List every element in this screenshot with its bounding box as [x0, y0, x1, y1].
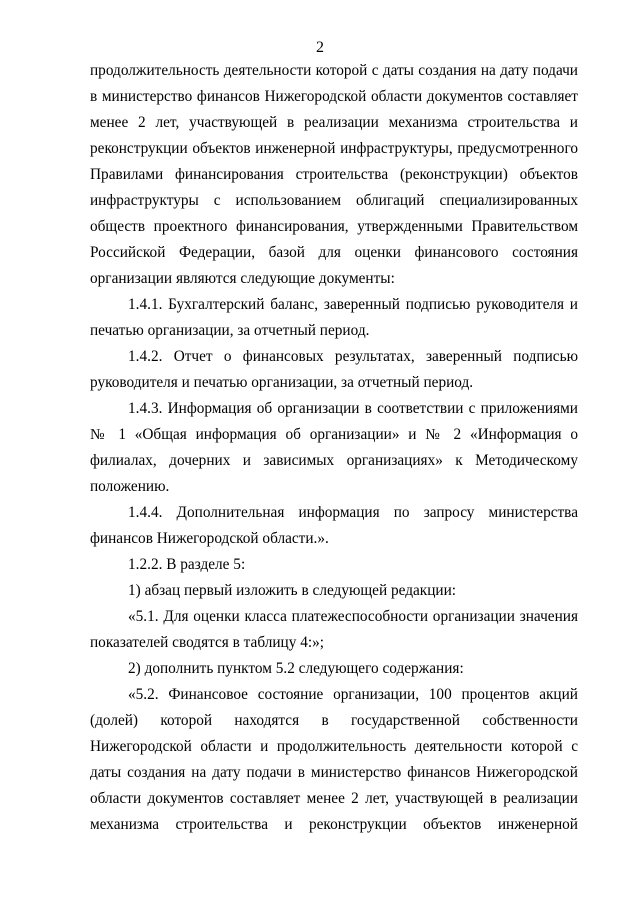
paragraph-5-1-quote: «5.1. Для оценки класса платежеспособности организации значения показателей сводятся в таблицу 4:»;	[90, 608, 578, 651]
paragraph-1-4-2: 1.4.2. Отчет о финансовых результатах, заверенный подписью руководителя и печатью организации, за отчетный период.	[90, 348, 578, 391]
paragraph-5-2-quote: «5.2. Финансовое состояние организации, 100 процентов акций (долей) которой находятся в государственной собственности Нижегородской области и продолжительность деятельности которой с даты создания на дату подачи в министерство финансов Нижегородской области документов составляет менее 2 лет, участвующей в реализации механизма строительства и реконструкции объектов инженерной	[90, 686, 578, 833]
page-number: 2	[316, 39, 324, 56]
paragraph-1-4-4: 1.4.4. Дополнительная информация по запросу министерства финансов Нижегородской области.».	[90, 504, 578, 547]
paragraph-item-2: 2) дополнить пунктом 5.2 следующего содержания:	[128, 660, 464, 677]
document-body	[90, 58, 578, 838]
paragraph-1-4-1: 1.4.1. Бухгалтерский баланс, заверенный подписью руководителя и печатью организации, за отчетный период.	[90, 296, 578, 339]
paragraph-intro-continuation: продолжительность деятельности которой с даты создания на дату подачи в министерство финансов Нижегородской области документов составляет менее 2 лет, участвующей в реализации механизма строительства и реконструкции объектов инженерной инфраструктуры, предусмотренного Правилами финансирования строительства (реконструкции) объектов инфраструктуры с использованием облигаций специализированных обществ проектного финансирования, утвержденными Правительством Российской Федерации, базой для оценки финансового состояния организации являются следующие документы:	[90, 62, 578, 287]
paragraph-1-2-2: 1.2.2. В разделе 5:	[128, 556, 246, 573]
paragraph-item-1: 1) абзац первый изложить в следующей редакции:	[128, 582, 457, 599]
paragraph-1-4-3: 1.4.3. Информация об организации в соответствии с приложениями № 1 «Общая информация об организации» и № 2 «Информация о филиалах, дочерних и зависимых организациях» к Методическому положению.	[90, 400, 578, 495]
